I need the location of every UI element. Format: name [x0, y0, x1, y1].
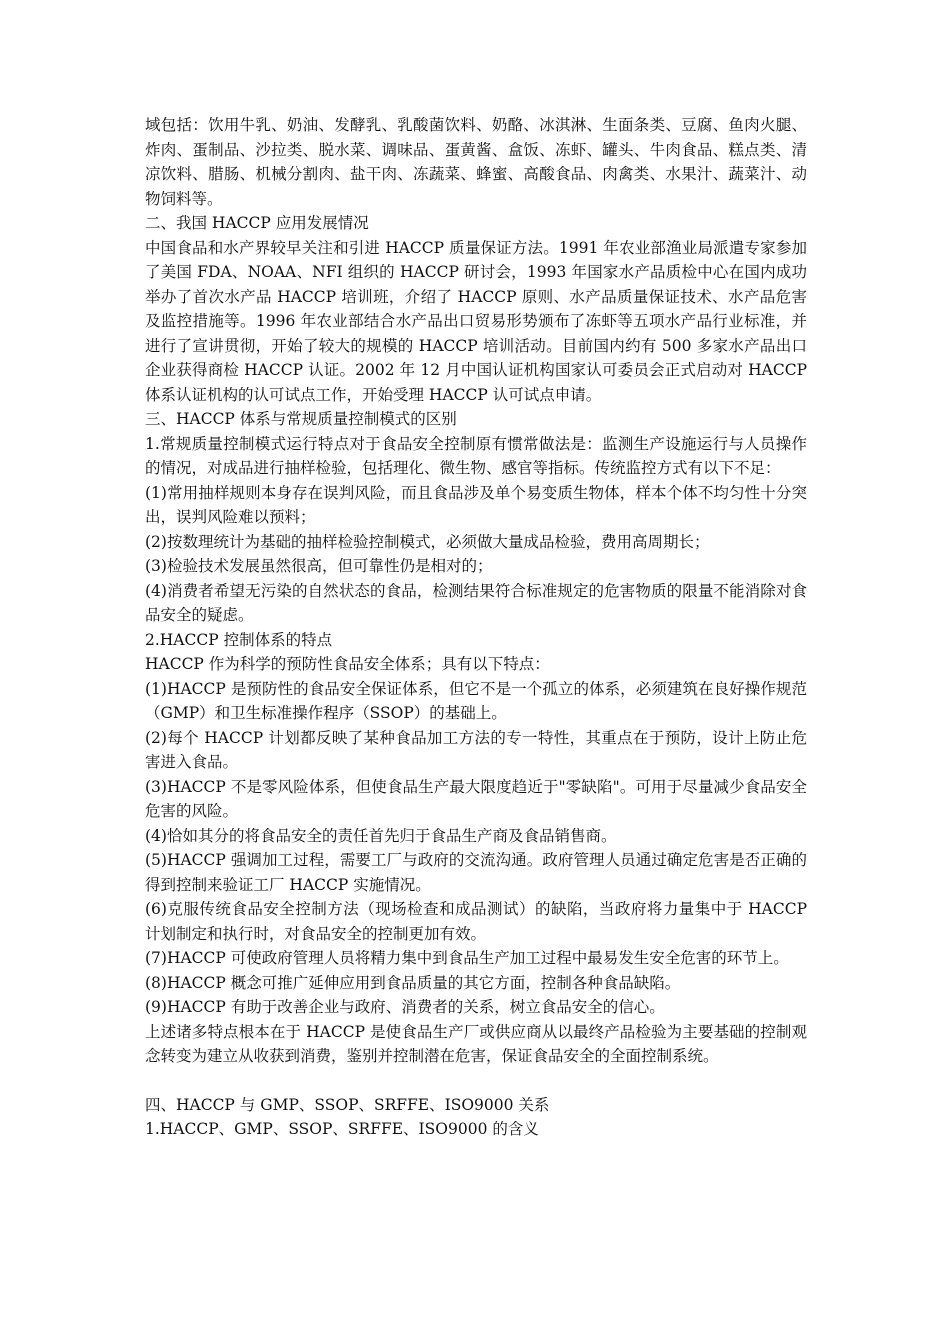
list-item-feature-4: (4)恰如其分的将食品安全的责任首先归于食品生产商及食品销售商。: [145, 826, 617, 845]
paragraph-features-intro: HACCP 作为科学的预防性食品安全体系；具有以下特点：: [145, 655, 550, 673]
list-item-shortcoming-3: (3)检验技术发展虽然很高，但可靠性仍是相对的；: [145, 557, 493, 575]
list-item-feature-5: (5)HACCP 强调加工过程，需要工厂与政府的交流沟通。政府管理人员通过确定危害是否正确的得到控制来验证工厂 HACCP 实施情况。: [145, 851, 807, 894]
document-page: [145, 113, 807, 1142]
list-item-shortcoming-2: (2)按数理统计为基础的抽样检验控制模式，必须做大量成品检验，费用高周期长；: [145, 532, 710, 551]
list-item-feature-7: (7)HACCP 可使政府管理人员将精力集中到食品生产加工过程中最易发生安全危害的环节上。: [145, 949, 789, 967]
list-item-shortcoming-1: (1)常用抽样规则本身存在误判风险，而且食品涉及单个易变质生物体，样本个体不均匀性十分突出，误判风险难以预料；: [145, 483, 807, 526]
list-item-feature-9: (9)HACCP 有助于改善企业与政府、消费者的关系，树立食品安全的信心。: [145, 998, 665, 1016]
subheading-definitions: 1.HACCP、GMP、SSOP、SRFFE、ISO9000 的含义: [145, 1120, 539, 1138]
list-item-feature-8: (8)HACCP 概念可推广延伸应用到食品质量的其它方面，控制各种食品缺陷。: [145, 973, 681, 992]
subheading-haccp-features: 2.HACCP 控制体系的特点: [145, 630, 333, 649]
section-heading-3: 三、HACCP 体系与常规质量控制模式的区别: [145, 410, 457, 428]
paragraph-conventional-qc: 1.常规质量控制模式运行特点对于食品安全控制原有惯常做法是：监测生产设施运行与人员操作的情况，对成品进行抽样检验，包括理化、微生物、感官等指标。传统监控方式有以下不足：: [145, 434, 807, 477]
list-item-feature-6: (6)克服传统食品安全控制方法（现场检查和成品测试）的缺陷，当政府将力量集中于 HACCP 计划制定和执行时，对食品安全的控制更加有效。: [145, 900, 807, 943]
blank-line: [145, 1069, 807, 1093]
list-item-feature-3: (3)HACCP 不是零风险体系，但使食品生产最大限度趋近于"零缺陷"。可用于尽量减少食品安全危害的风险。: [145, 777, 807, 820]
paragraph-china-haccp-history: 中国食品和水产界较早关注和引进 HACCP 质量保证方法。1991 年农业部渔业局派遣专家参加了美国 FDA、NOAA、NFI 组织的 HACCP 研讨会，1993 年国家水产品质检中心在国内成功举办了首次水产品 HACCP 培训班，介绍了 HACCP 原则、水产品质量保证技术、水产品危害及监控措施等。1996 年农业部结合水产品出口贸易形势颁布了冻虾等五项水产品行业标准，并进行了宣讲贯彻，开始了较大的规模的 HACCP 培训活动。目前国内约有 500 多家水产品出口企业获得商检 HACCP 认证。2002 年 12 月中国认证机构国家认可委员会正式启动对 HACCP 体系认证机构的认可试点工作，开始受理 HACCP 认可试点申请。: [145, 238, 807, 404]
section-heading-2: 二、我国 HACCP 应用发展情况: [145, 214, 369, 232]
section-heading-4: 四、HACCP 与 GMP、SSOP、SRFFE、ISO9000 关系: [145, 1095, 550, 1114]
list-item-feature-1: (1)HACCP 是预防性的食品安全保证体系，但它不是一个孤立的体系，必须建筑在良好操作规范（GMP）和卫生标准操作程序（SSOP）的基础上。: [145, 679, 807, 722]
list-item-feature-2: (2)每个 HACCP 计划都反映了某种食品加工方法的专一特性，其重点在于预防，设计上防止危害进入食品。: [145, 728, 807, 771]
paragraph-food-categories: 域包括：饮用牛乳、奶油、发酵乳、乳酸菌饮料、奶酪、冰淇淋、生面条类、豆腐、鱼肉火腿、炸肉、蛋制品、沙拉类、脱水菜、调味品、蛋黄酱、盒饭、冻虾、罐头、牛肉食品、糕点类、清凉饮料、腊肠、机械分割肉、盐干肉、冻蔬菜、蜂蜜、高酸食品、肉禽类、水果汁、蔬菜汁、动物饲料等。: [145, 116, 807, 208]
list-item-shortcoming-4: (4)消费者希望无污染的自然状态的食品，检测结果符合标准规定的危害物质的限量不能消除对食品安全的疑虑。: [145, 581, 807, 624]
paragraph-summary: 上述诸多特点根本在于 HACCP 是使食品生产厂或供应商从以最终产品检验为主要基础的控制观念转变为建立从收获到消费，鉴别并控制潜在危害，保证食品安全的全面控制系统。: [145, 1022, 807, 1065]
